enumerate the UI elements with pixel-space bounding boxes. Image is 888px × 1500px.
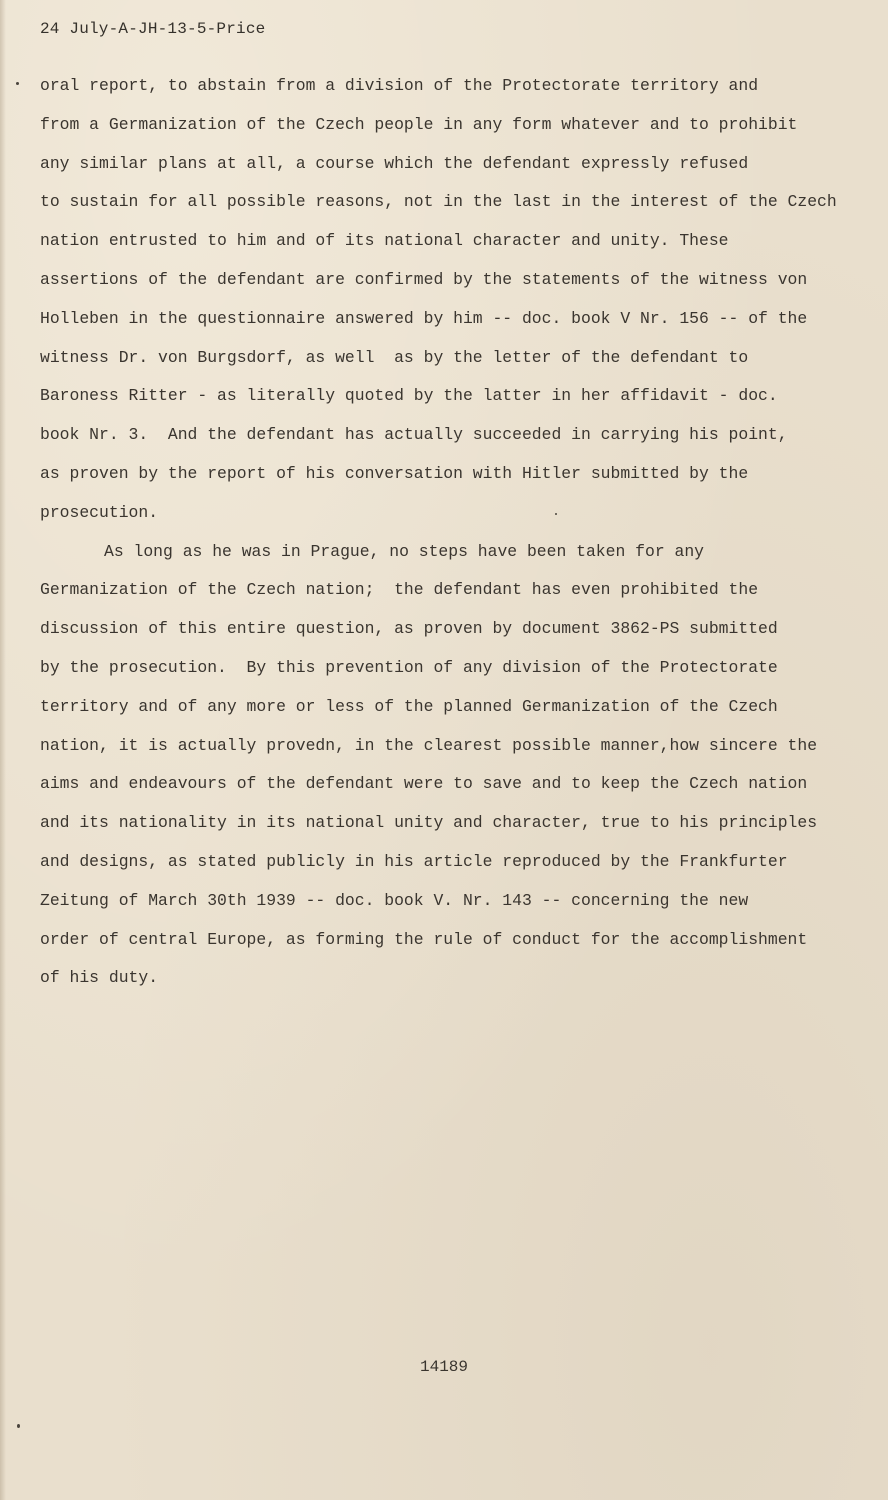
text-line: prosecution. <box>40 502 159 522</box>
text-line: oral report, to abstain from a division of the Protectorate territory and <box>40 76 759 95</box>
text-line: nation entrusted to him and of its national character and unity. These <box>40 231 729 251</box>
text-line: witness Dr. von Burgsdorf, as well as by the letter of the defendant to <box>40 347 749 367</box>
text-line: Zeitung of March 30th 1939 -- doc. book V. Nr. 143 -- concerning the new <box>40 890 749 910</box>
text-line: of his duty. <box>40 968 159 988</box>
paper-edge-shadow <box>0 0 6 1500</box>
document-header: 24 July-A-JH-13-5-Price <box>40 20 266 38</box>
paper-speck <box>16 82 19 85</box>
text-line: territory and of any more or less of the planned Germanization of the Czech <box>40 696 778 716</box>
text-line: and its nationality in its national unity and character, true to his principles <box>40 813 818 833</box>
paper-speck <box>555 513 557 515</box>
text-line: assertions of the defendant are confirmed by the statements of the witness von <box>40 269 808 289</box>
text-line: Germanization of the Czech nation; the defendant has even prohibited the <box>40 580 759 600</box>
paper-speck <box>17 1424 20 1428</box>
text-line: nation, it is actually provedn, in the clearest possible manner,how sincere the <box>40 735 818 755</box>
text-line: any similar plans at all, a course which the defendant expressly refused <box>40 153 749 173</box>
document-body <box>40 67 840 998</box>
text-line: to sustain for all possible reasons, not in the last in the interest of the Czech <box>40 192 837 212</box>
text-line: Baroness Ritter - as literally quoted by the latter in her affidavit - doc. <box>40 386 778 406</box>
text-line: discussion of this entire question, as proven by document 3862-PS submitted <box>40 619 778 639</box>
page-number: 14189 <box>419 1358 468 1376</box>
text-line: by the prosecution. By this prevention of any division of the Protectorate <box>40 657 778 677</box>
text-line: and designs, as stated publicly in his article reproduced by the Frankfurter <box>40 851 788 871</box>
text-line: from a Germanization of the Czech people in any form whatever and to prohibit <box>40 114 798 134</box>
text-line: Holleben in the questionnaire answered by him -- doc. book V Nr. 156 -- of the <box>40 308 808 328</box>
text-line: book Nr. 3. And the defendant has actually succeeded in carrying his point, <box>40 425 788 445</box>
text-line: order of central Europe, as forming the rule of conduct for the accomplishment <box>40 929 808 949</box>
paragraph-start-line: As long as he was in Prague, no steps have been taken for any <box>104 541 704 561</box>
text-line: as proven by the report of his conversation with Hitler submitted by the <box>40 463 749 483</box>
text-line: aims and endeavours of the defendant were to save and to keep the Czech nation <box>40 774 808 794</box>
